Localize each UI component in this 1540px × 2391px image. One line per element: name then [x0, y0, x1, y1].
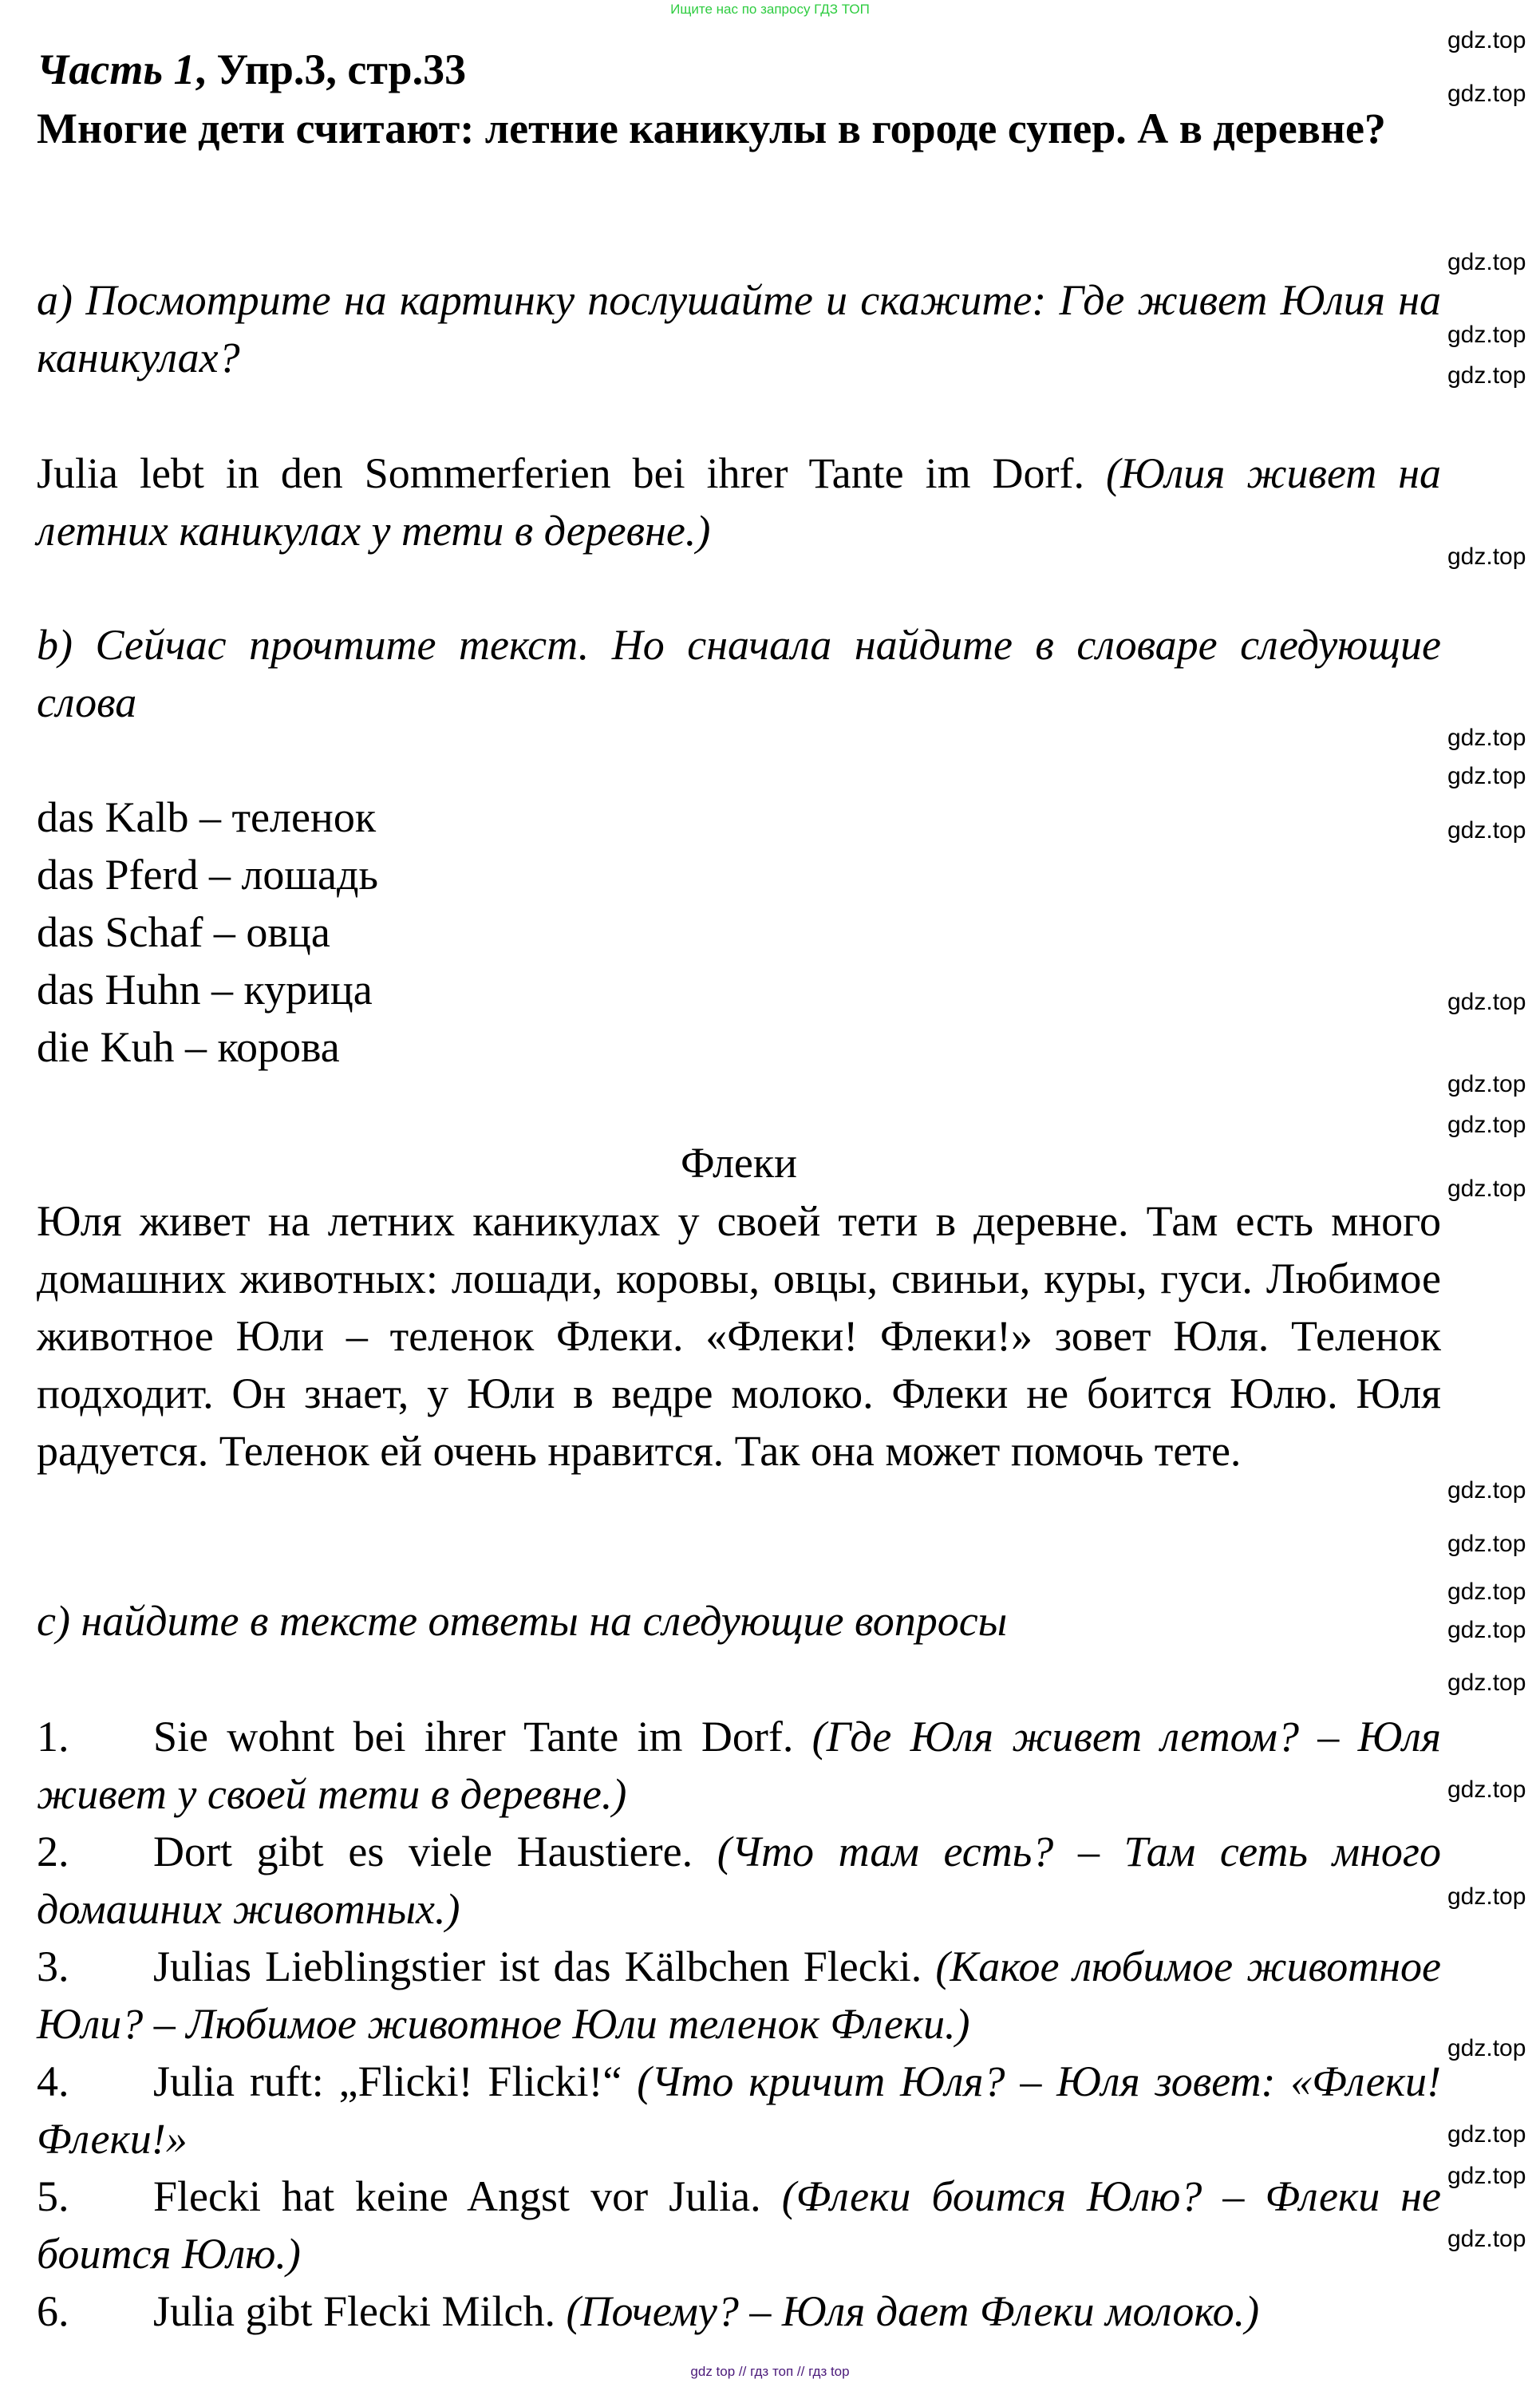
answer-item: [37, 2053, 1441, 2168]
answer-item: [37, 2282, 1441, 2340]
exercise-heading: Многие дети считают: летние каникулы в городе супер. А в деревне?: [37, 105, 1386, 152]
answer-number: 4.: [37, 2057, 69, 2105]
watermark: gdz.top: [1447, 1176, 1526, 1202]
watermark: gdz.top: [1447, 989, 1526, 1015]
answer-ru: (Почему? – Юля дает Флеки молоко.): [566, 2287, 1260, 2335]
answer-number: 1.: [37, 1713, 69, 1761]
watermark: gdz.top: [1447, 1579, 1526, 1605]
answer-a-de: Julia lebt in den Sommerferien bei ihrer Tante im Dorf.: [37, 449, 1106, 497]
answer-ru: (Что кричит Юля? – Юля зовет: «Флеки! Флеки!»: [37, 2057, 1441, 2163]
watermark: gdz.top: [1447, 1670, 1526, 1696]
watermark: gdz.top: [1447, 725, 1526, 751]
answer-de: Dort gibt es viele Haustiere.: [153, 1828, 717, 1875]
answer-number: 2.: [37, 1828, 69, 1875]
watermark: gdz.top: [1447, 1617, 1526, 1643]
story-title: Флеки: [680, 1139, 798, 1187]
vocab-item: das Pferd – лошадь: [37, 851, 379, 899]
watermark: gdz.top: [1447, 1776, 1526, 1803]
answer-ru: (Что там есть? – Там сеть много домашних животных.): [37, 1828, 1441, 1933]
answer-ru: (Где Юля живет летом? – Юля живет у своей тети в деревне.): [37, 1713, 1441, 1818]
watermark: gdz.top: [1447, 1477, 1526, 1504]
footer-links: gdz top // гдз топ // гдз top: [690, 2364, 850, 2379]
watermark: gdz.top: [1447, 1112, 1526, 1138]
answer-item: [37, 1938, 1441, 2053]
watermark: gdz.top: [1447, 543, 1526, 570]
answer-a-ru: (Юлия живет на летних каникулах у тети в деревне.): [37, 449, 1441, 555]
watermark: gdz.top: [1447, 2035, 1526, 2061]
vocab-list: [37, 788, 1441, 1076]
watermark: gdz.top: [1447, 27, 1526, 53]
answer-ru: (Флеки боится Юлю? – Флеки не боится Юлю.): [37, 2172, 1441, 2278]
watermark: gdz.top: [1447, 2121, 1526, 2148]
answer-item: [37, 2168, 1441, 2282]
watermark: gdz.top: [1447, 2163, 1526, 2189]
watermark: gdz.top: [1447, 81, 1526, 107]
task-b: b) Сейчас прочтите текст. Но сначала найдите в словаре следующие слова: [37, 621, 1441, 726]
answer-de: Julia ruft: „Flicki! Flicki!“: [153, 2057, 638, 2105]
watermark: gdz.top: [1447, 763, 1526, 789]
watermark: gdz.top: [1447, 817, 1526, 844]
watermark: gdz.top: [1447, 2226, 1526, 2252]
vocab-item: das Huhn – курица: [37, 966, 373, 1014]
answer-de: Julia gibt Flecki Milch.: [153, 2287, 567, 2335]
answer-de: Flecki hat keine Angst vor Julia.: [153, 2172, 782, 2220]
task-a: а) Посмотрите на картинку послушайте и скажите: Где живет Юлия на каникулах?: [37, 276, 1441, 381]
vocab-item: die Kuh – корова: [37, 1023, 340, 1071]
title-rest: , Упр.3, стр.33: [195, 45, 467, 93]
title-part: Часть 1: [37, 45, 195, 93]
story-text: Юля живет на летних каникулах у своей тети в деревне. Там есть много домашних животных: лошади, коровы, овцы, свиньи, куры, гуси. Любимое животное Юли – теленок Флеки. «Флеки! Флеки!» зовет Юля. Теленок подходит. Он знает, у Юли в ведре молоко. Флеки не боится Юлю. Юля радуется. Теленок ей очень нравится. Так она может помочь тете.: [37, 1197, 1441, 1475]
answer-item: [37, 1823, 1441, 1938]
answer-ru: (Какое любимое животное Юли? – Любимое животное Юли теленок Флеки.): [37, 1942, 1441, 2048]
watermark: gdz.top: [1447, 322, 1526, 348]
answer-de: Sie wohnt bei ihrer Tante im Dorf.: [153, 1713, 812, 1761]
vocab-item: das Schaf – овца: [37, 908, 330, 956]
answer-number: 3.: [37, 1942, 69, 1990]
watermark: gdz.top: [1447, 1883, 1526, 1910]
answer-a: [37, 445, 1441, 559]
answer-number: 6.: [37, 2287, 69, 2335]
exercise-title: [37, 41, 1441, 98]
watermark: gdz.top: [1447, 1531, 1526, 1557]
watermark: gdz.top: [1447, 362, 1526, 389]
task-c: с) найдите в тексте ответы на следующие вопросы: [37, 1597, 1008, 1645]
watermark: gdz.top: [1447, 1071, 1526, 1097]
answer-de: Julias Lieblingstier ist das Kälbchen Flecki.: [153, 1942, 936, 1990]
answer-number: 5.: [37, 2172, 69, 2220]
vocab-item: das Kalb – теленок: [37, 793, 377, 841]
watermark: gdz.top: [1447, 249, 1526, 275]
search-banner: Ищите нас по запросу ГДЗ ТОП: [670, 2, 870, 17]
answer-item: [37, 1708, 1441, 1823]
answers-list: [37, 1708, 1441, 2340]
